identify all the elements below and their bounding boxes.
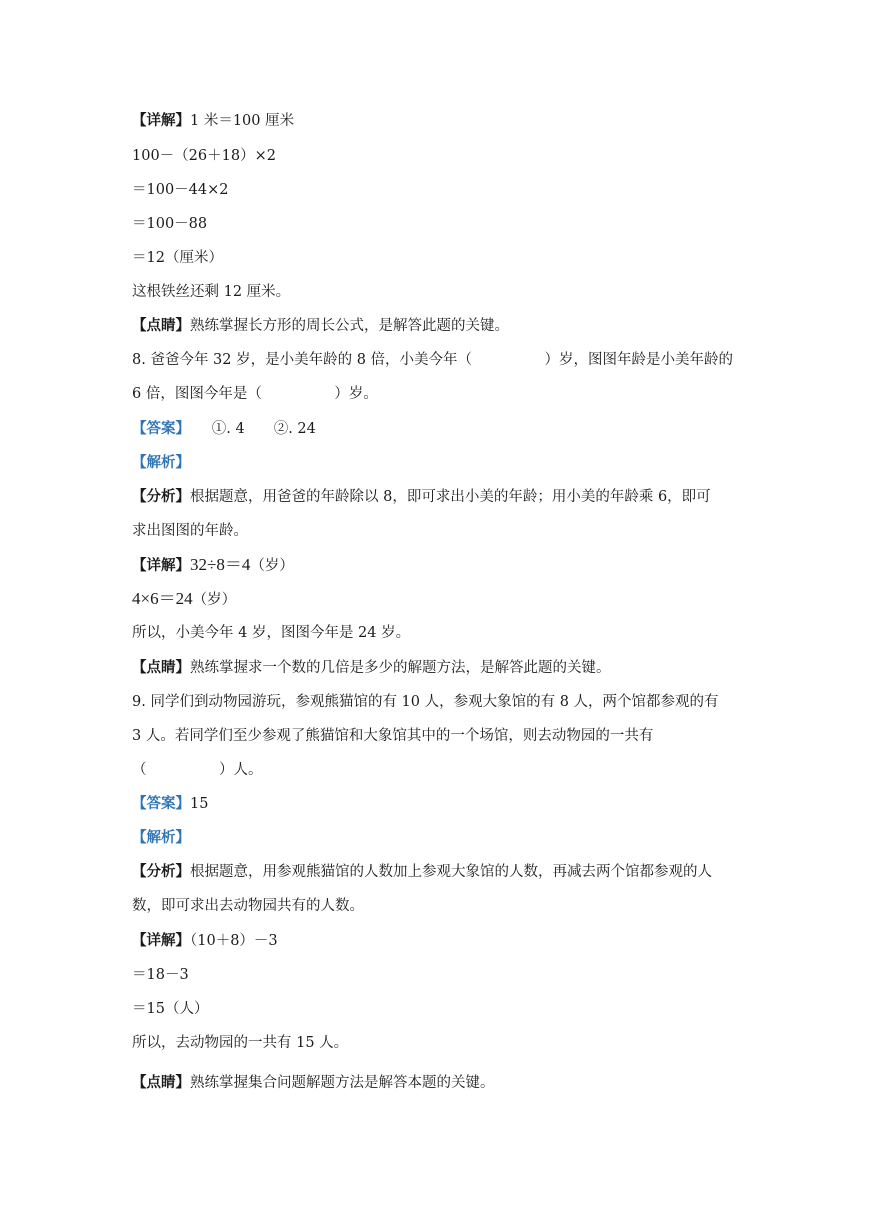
conclusion-line-8: 所以，小美今年 4 岁，图图今年是 24 岁。 [132,625,411,641]
detail-heading-1: 【详解】1 米＝100 厘米 [132,112,295,129]
answer-line-8: 【答案】 ①. 4 ②. 24 [132,420,316,437]
detail-line-8-1: 【详解】32÷8＝4（岁） [132,555,294,574]
detail-line-9-2: ＝18－3 [132,967,189,983]
calc-line-4: ＝12（厘米） [132,250,223,266]
calc-line-1: 100－（26＋18）×2 [132,148,276,164]
analysis-line-9-1: 【分析】根据题意，用参观熊猫馆的人数加上参观大象馆的人数，再减去两个馆都参观的人 [132,863,712,880]
conclusion-line-9: 所以，去动物园的一共有 15 人。 [132,1035,349,1051]
answer-line-9: 【答案】15 [132,795,209,812]
analysis-line-9-2: 数，即可求出去动物园共有的人数。 [132,898,364,914]
detail-line-9-1: 【详解】（10＋8）－3 [132,932,278,949]
conclusion-line-1: 这根铁丝还剩 12 厘米。 [132,284,291,300]
detail-line-8-2: 4×6＝24（岁） [132,589,237,608]
question-9-line-2: 3 人。若同学们至少参观了熊猫馆和大象馆其中的一个场馆，则去动物园的一共有 [132,728,654,744]
question-8-line-2: 6 倍，图图今年是（ ）岁。 [132,386,378,402]
analysis-heading-8: 【解析】 [132,454,190,471]
detail-line-9-3: ＝15（人） [132,1001,209,1017]
question-9-line-3: （ ）人。 [132,762,263,778]
calc-line-3: ＝100－88 [132,216,208,232]
analysis-line-8-1: 【分析】根据题意，用爸爸的年龄除以 8，即可求出小美的年龄；用小美的年龄乘 6，即可 [132,488,711,505]
question-8-line-1: 8. 爸爸今年 32 岁，是小美年龄的 8 倍，小美今年（ ）岁，图图年龄是小美年龄的 [132,352,734,368]
comment-line-1: 【点睛】熟练掌握长方形的周长公式，是解答此题的关键。 [132,317,509,334]
comment-line-8: 【点睛】熟练掌握求一个数的几倍是多少的解题方法，是解答此题的关键。 [132,659,611,676]
calc-line-2: ＝100－44×2 [132,182,229,198]
question-9-line-1: 9. 同学们到动物园游玩，参观熊猫馆的有 10 人，参观大象馆的有 8 人，两个馆都参观的有 [132,694,719,710]
analysis-heading-9: 【解析】 [132,829,190,846]
analysis-line-8-2: 求出图图的年龄。 [132,523,248,539]
comment-line-9: 【点睛】熟练掌握集合问题解题方法是解答本题的关键。 [132,1074,495,1091]
